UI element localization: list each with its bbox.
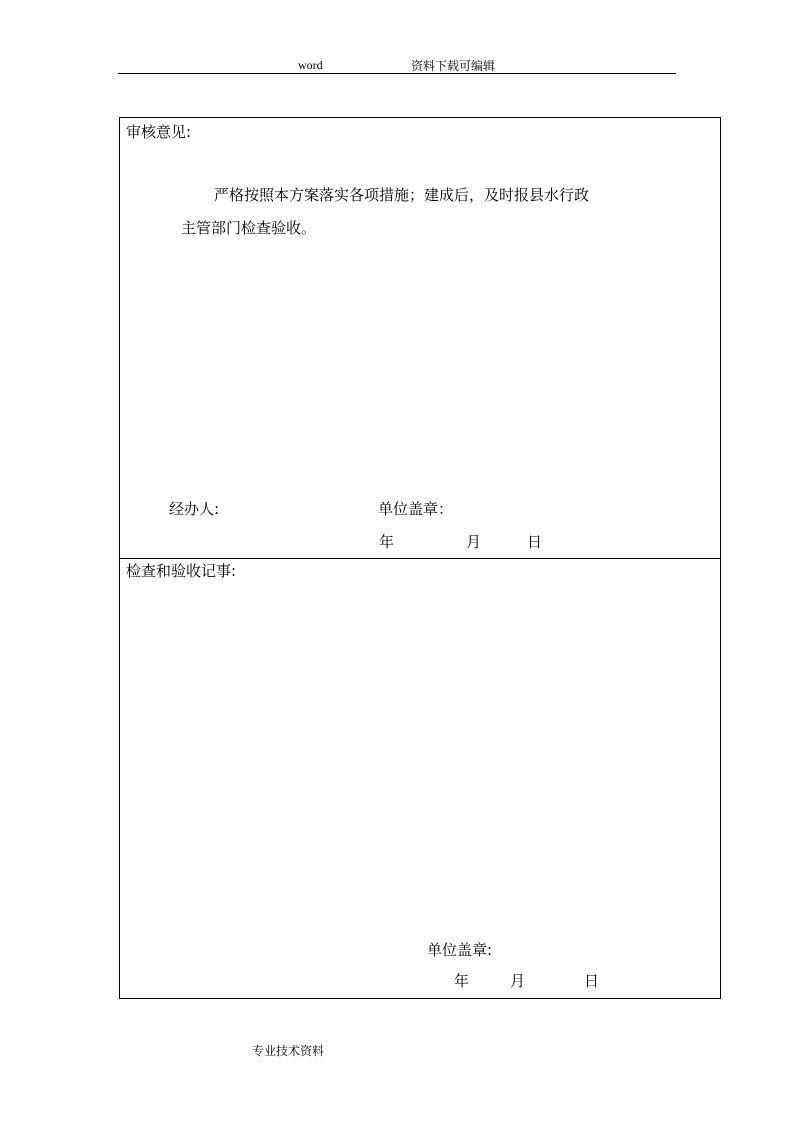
review-opinion-line2: 主管部门检查验收。 [181, 219, 317, 237]
header-left-text: word [298, 58, 323, 72]
header-rule [118, 73, 676, 74]
review-date-day: 日 [527, 533, 543, 551]
section-divider [120, 558, 720, 559]
inspection-date-year: 年 [454, 972, 470, 990]
inspection-seal-label: 单位盖章: [427, 941, 493, 959]
inspection-date-month: 月 [510, 972, 526, 990]
review-opinion-line1: 严格按照本方案落实各项措施；建成后，及时报县水行政 [214, 186, 590, 204]
handler-label: 经办人: [169, 500, 220, 518]
review-opinion-label: 审核意见: [126, 123, 192, 141]
review-form-table [119, 117, 721, 999]
inspection-record-label: 检查和验收记事: [126, 562, 237, 580]
footer-text: 专业技术资料 [252, 1044, 325, 1058]
review-date-year: 年 [379, 533, 395, 551]
inspection-date-day: 日 [584, 972, 600, 990]
review-seal-label: 单位盖章： [378, 500, 454, 518]
review-date-month: 月 [466, 533, 482, 551]
header-right-text: 资料下载可编辑 [411, 59, 496, 73]
